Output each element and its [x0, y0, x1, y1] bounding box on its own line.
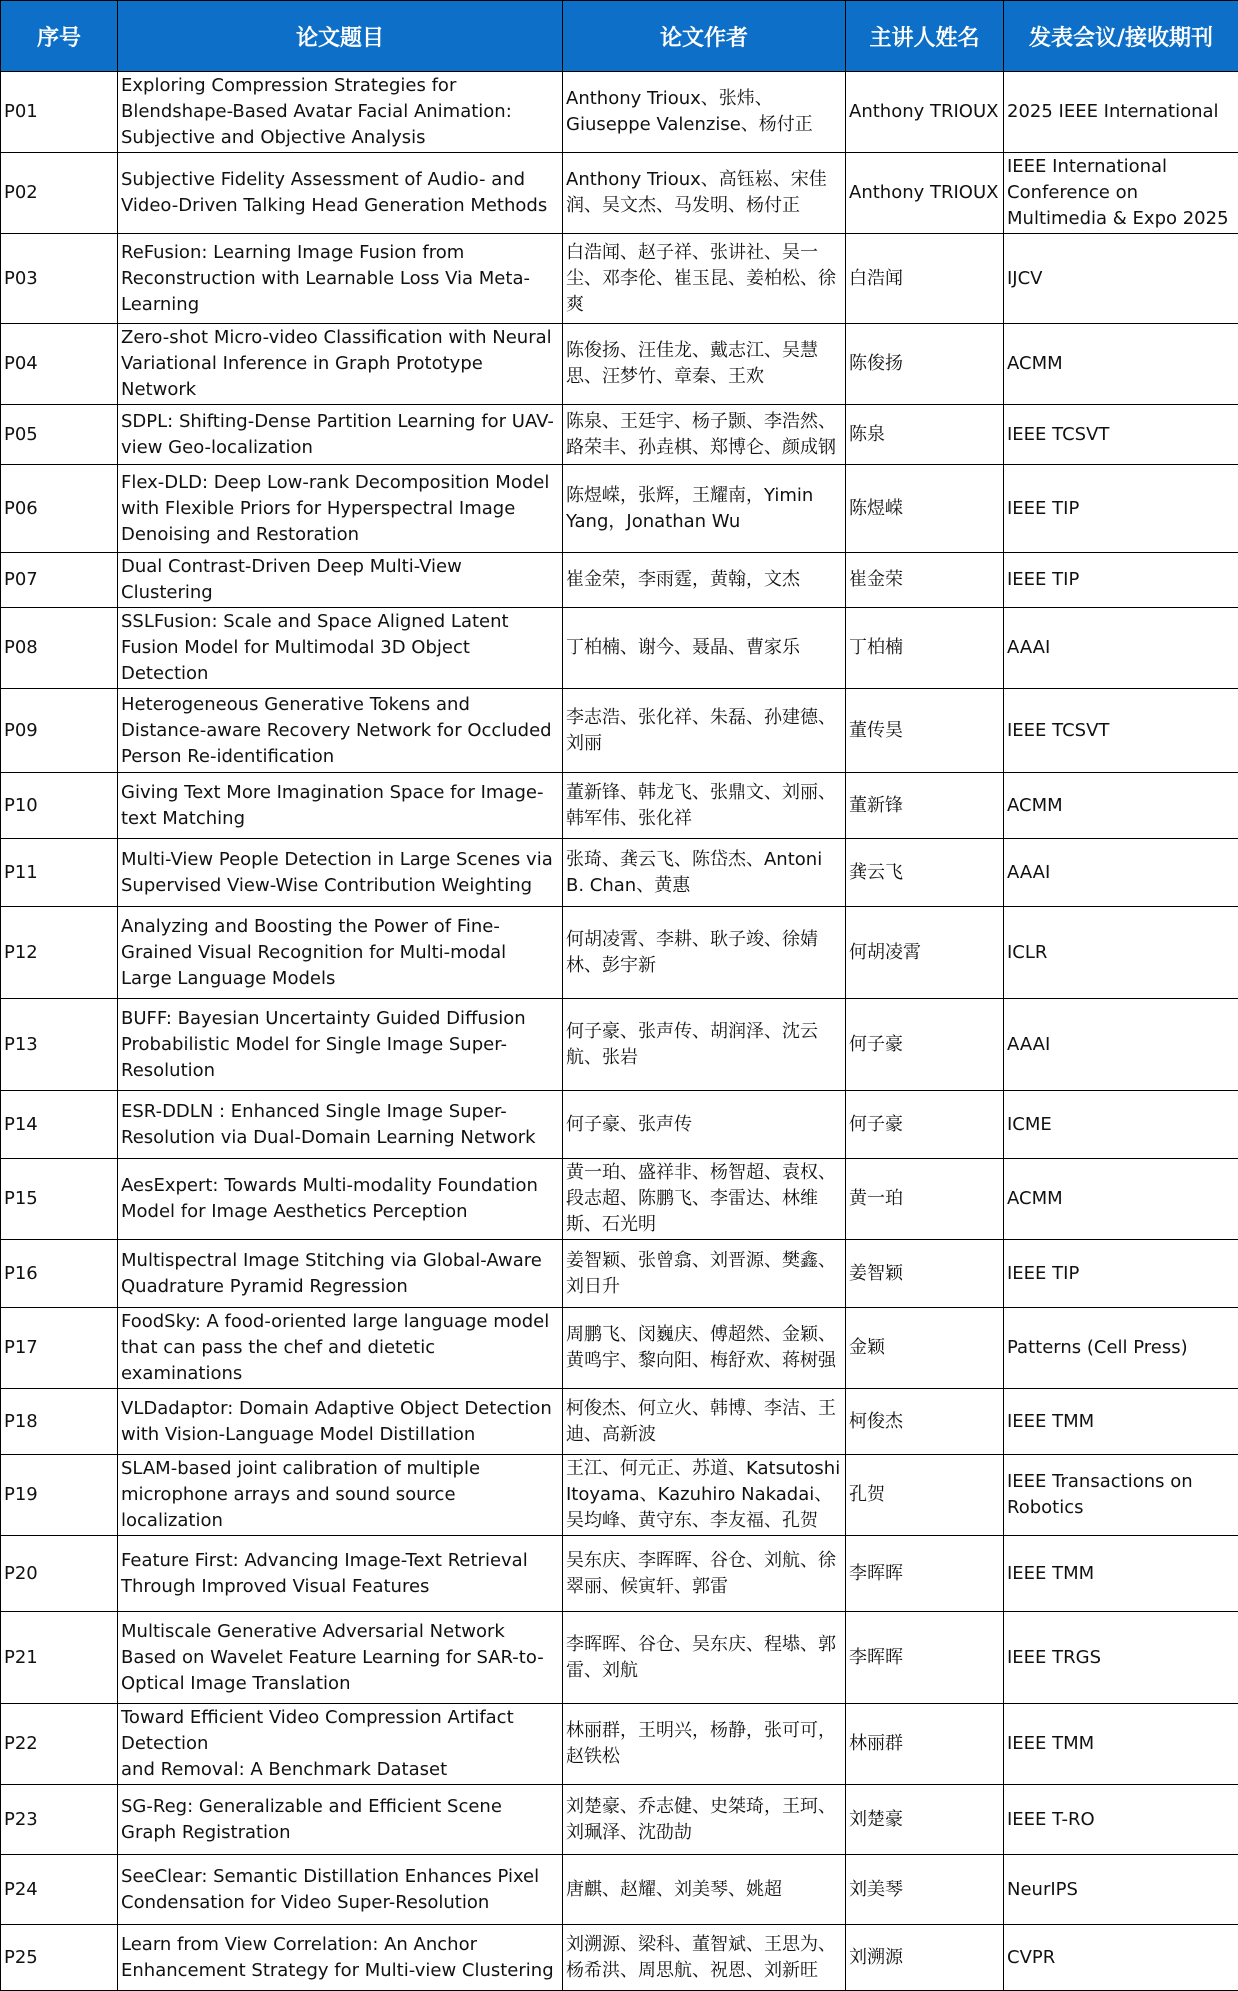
cell-id: P21 [1, 1612, 118, 1704]
table-row [1, 1785, 1238, 1855]
cell-venue: AAAI [1004, 608, 1238, 689]
table-row [1, 1612, 1238, 1704]
cell-title: Subjective Fidelity Assessment of Audio- and Video-Driven Talking Head Generation Methods [118, 153, 563, 234]
table-row [1, 1855, 1238, 1925]
cell-id: P24 [1, 1855, 118, 1925]
cell-authors: 陈煜嵘，张辉，王耀南，Yimin Yang，Jonathan Wu [563, 465, 846, 553]
cell-venue: Patterns (Cell Press) [1004, 1308, 1238, 1389]
cell-authors: 何子豪、张声传、胡润泽、沈云航、张岩 [563, 999, 846, 1091]
cell-venue: IEEE TMM [1004, 1536, 1238, 1612]
cell-authors: 周鹏飞、闵巍庆、傅超然、金颖、黄鸣宇、黎向阳、梅舒欢、蒋树强 [563, 1308, 846, 1389]
cell-authors: 吴东庆、李晖晖、谷仓、刘航、徐翠丽、候寅轩、郭雷 [563, 1536, 846, 1612]
header-venue: 发表会议/接收期刊 [1004, 1, 1238, 72]
cell-title: SeeClear: Semantic Distillation Enhances Pixel Condensation for Video Super-Resolution [118, 1855, 563, 1925]
cell-venue: IEEE T-RO [1004, 1785, 1238, 1855]
cell-venue: ACMM [1004, 324, 1238, 405]
cell-id: P19 [1, 1455, 118, 1536]
cell-authors: 何子豪、张声传 [563, 1091, 846, 1159]
cell-title: Multispectral Image Stitching via Global-Aware Quadrature Pyramid Regression [118, 1240, 563, 1308]
cell-authors: 林丽群，王明兴，杨静，张可可，赵铁松 [563, 1704, 846, 1785]
cell-title: SSLFusion: Scale and Space Aligned Latent Fusion Model for Multimodal 3D Object Detection [118, 608, 563, 689]
cell-speaker: 刘美琴 [846, 1855, 1004, 1925]
cell-title: SG-Reg: Generalizable and Efficient Scene Graph Registration [118, 1785, 563, 1855]
cell-authors: 董新锋、韩龙飞、张鼎文、刘丽、韩军伟、张化祥 [563, 773, 846, 839]
cell-id: P15 [1, 1159, 118, 1240]
cell-title: Giving Text More Imagination Space for Image-text Matching [118, 773, 563, 839]
cell-speaker: 白浩闻 [846, 234, 1004, 324]
cell-speaker: 李晖晖 [846, 1612, 1004, 1704]
cell-venue: IEEE TMM [1004, 1704, 1238, 1785]
cell-speaker: 何子豪 [846, 1091, 1004, 1159]
cell-speaker: 李晖晖 [846, 1536, 1004, 1612]
cell-speaker: 姜智颖 [846, 1240, 1004, 1308]
cell-id: P03 [1, 234, 118, 324]
cell-venue: IEEE TIP [1004, 465, 1238, 553]
table-row [1, 689, 1238, 773]
cell-venue: IEEE TCSVT [1004, 405, 1238, 465]
cell-venue: IEEE TCSVT [1004, 689, 1238, 773]
cell-authors: 刘楚豪、乔志健、史桀琦，王珂、刘珮泽、沈劭劼 [563, 1785, 846, 1855]
cell-id: P25 [1, 1925, 118, 1991]
cell-venue: ICME [1004, 1091, 1238, 1159]
cell-venue: ACMM [1004, 1159, 1238, 1240]
cell-title: Feature First: Advancing Image-Text Retrieval Through Improved Visual Features [118, 1536, 563, 1612]
cell-title: ESR-DDLN : Enhanced Single Image Super-Resolution via Dual-Domain Learning Network [118, 1091, 563, 1159]
cell-speaker: 崔金荣 [846, 553, 1004, 608]
cell-title: SDPL: Shifting-Dense Partition Learning for UAV-view Geo-localization [118, 405, 563, 465]
cell-title: Dual Contrast-Driven Deep Multi-View Clustering [118, 553, 563, 608]
table-row [1, 72, 1238, 153]
cell-title: ReFusion: Learning Image Fusion from Reconstruction with Learnable Loss Via Meta-Learning [118, 234, 563, 324]
table-row [1, 1240, 1238, 1308]
cell-title: Exploring Compression Strategies for Blendshape-Based Avatar Facial Animation: Subjective and Objective Analysis [118, 72, 563, 153]
cell-id: P04 [1, 324, 118, 405]
header-speaker: 主讲人姓名 [846, 1, 1004, 72]
cell-venue: IEEE TIP [1004, 1240, 1238, 1308]
cell-id: P07 [1, 553, 118, 608]
table-row [1, 907, 1238, 999]
cell-title: Multiscale Generative Adversarial Network Based on Wavelet Feature Learning for SAR-to-Optical Image Translation [118, 1612, 563, 1704]
cell-authors: 陈俊扬、汪佳龙、戴志江、吴慧思、汪梦竹、章秦、王欢 [563, 324, 846, 405]
cell-venue: ICLR [1004, 907, 1238, 999]
cell-speaker: 刘楚豪 [846, 1785, 1004, 1855]
cell-speaker: 黄一珀 [846, 1159, 1004, 1240]
cell-title: VLDadaptor: Domain Adaptive Object Detection with Vision-Language Model Distillation [118, 1389, 563, 1455]
table-row [1, 465, 1238, 553]
cell-id: P01 [1, 72, 118, 153]
table-row [1, 153, 1238, 234]
cell-speaker: 何胡凌霄 [846, 907, 1004, 999]
cell-authors: 李晖晖、谷仓、吴东庆、程塨、郭雷、刘航 [563, 1612, 846, 1704]
cell-authors: 白浩闻、赵子祥、张讲社、吴一尘、邓李伦、崔玉昆、姜柏松、徐爽 [563, 234, 846, 324]
cell-id: P23 [1, 1785, 118, 1855]
cell-authors: 丁柏楠、谢今、聂晶、曹家乐 [563, 608, 846, 689]
cell-authors: 崔金荣，李雨霆，黄翰，文杰 [563, 553, 846, 608]
cell-title: BUFF: Bayesian Uncertainty Guided Diffusion Probabilistic Model for Single Image Super-Resolution [118, 999, 563, 1091]
cell-authors: 张琦、龚云飞、陈岱杰、Antoni B. Chan、黄惠 [563, 839, 846, 907]
cell-id: P17 [1, 1308, 118, 1389]
cell-speaker: 董传昊 [846, 689, 1004, 773]
cell-title: SLAM-based joint calibration of multiple microphone arrays and sound source localization [118, 1455, 563, 1536]
cell-venue: ACMM [1004, 773, 1238, 839]
cell-title: Heterogeneous Generative Tokens and Distance-aware Recovery Network for Occluded Person Re-identification [118, 689, 563, 773]
cell-id: P11 [1, 839, 118, 907]
cell-title: Flex-DLD: Deep Low-rank Decomposition Model with Flexible Priors for Hyperspectral Image Denoising and Restoration [118, 465, 563, 553]
cell-venue: IEEE TRGS [1004, 1612, 1238, 1704]
cell-id: P02 [1, 153, 118, 234]
cell-speaker: 柯俊杰 [846, 1389, 1004, 1455]
cell-speaker: 龚云飞 [846, 839, 1004, 907]
table-row [1, 405, 1238, 465]
cell-id: P10 [1, 773, 118, 839]
cell-id: P16 [1, 1240, 118, 1308]
cell-authors: 黄一珀、盛祥非、杨智超、袁权、段志超、陈鹏飞、李雷达、林维斯、石光明 [563, 1159, 846, 1240]
cell-speaker: Anthony TRIOUX [846, 153, 1004, 234]
table-row [1, 1389, 1238, 1455]
table-row [1, 553, 1238, 608]
header-row [1, 1, 1238, 72]
cell-authors: 李志浩、张化祥、朱磊、孙建德、刘丽 [563, 689, 846, 773]
table-row [1, 839, 1238, 907]
header-id: 序号 [1, 1, 118, 72]
cell-speaker: 丁柏楠 [846, 608, 1004, 689]
cell-title: AesExpert: Towards Multi-modality Foundation Model for Image Aesthetics Perception [118, 1159, 563, 1240]
cell-id: P14 [1, 1091, 118, 1159]
cell-speaker: 孔贺 [846, 1455, 1004, 1536]
cell-speaker: 何子豪 [846, 999, 1004, 1091]
table-row [1, 234, 1238, 324]
cell-id: P18 [1, 1389, 118, 1455]
cell-id: P20 [1, 1536, 118, 1612]
cell-title: Analyzing and Boosting the Power of Fine-Grained Visual Recognition for Multi-modal Large Language Models [118, 907, 563, 999]
cell-venue: IEEE TIP [1004, 553, 1238, 608]
cell-title: FoodSky: A food-oriented large language model that can pass the chef and dietetic examinations [118, 1308, 563, 1389]
cell-speaker: Anthony TRIOUX [846, 72, 1004, 153]
cell-speaker: 陈俊扬 [846, 324, 1004, 405]
table-row [1, 608, 1238, 689]
cell-venue: IJCV [1004, 234, 1238, 324]
cell-venue: IEEE TMM [1004, 1389, 1238, 1455]
cell-speaker: 刘溯源 [846, 1925, 1004, 1991]
cell-venue: IEEE Transactions on Robotics [1004, 1455, 1238, 1536]
table-row [1, 999, 1238, 1091]
table-row [1, 1455, 1238, 1536]
cell-id: P13 [1, 999, 118, 1091]
cell-authors: Anthony Trioux、高钰崧、宋佳润、吴文杰、马发明、杨付正 [563, 153, 846, 234]
header-authors: 论文作者 [563, 1, 846, 72]
cell-authors: 姜智颖、张曾翕、刘晋源、樊鑫、刘日升 [563, 1240, 846, 1308]
table-body [1, 72, 1238, 1991]
cell-title: Toward Efficient Video Compression Artifact Detection and Removal: A Benchmark Dataset [118, 1704, 563, 1785]
cell-speaker: 陈泉 [846, 405, 1004, 465]
cell-authors: 王江、何元正、苏道、Katsutoshi Itoyama、Kazuhiro Nakadai、吴均峰、黄守东、李友福、孔贺 [563, 1455, 846, 1536]
cell-venue: 2025 IEEE International [1004, 72, 1238, 153]
table-row [1, 773, 1238, 839]
cell-authors: 刘溯源、梁科、董智斌、王思为、杨希洪、周思航、祝恩、刘新旺 [563, 1925, 846, 1991]
cell-title: Learn from View Correlation: An Anchor Enhancement Strategy for Multi-view Clustering [118, 1925, 563, 1991]
cell-title: Multi-View People Detection in Large Scenes via Supervised View-Wise Contribution Weighting [118, 839, 563, 907]
cell-venue: CVPR [1004, 1925, 1238, 1991]
cell-id: P12 [1, 907, 118, 999]
cell-speaker: 林丽群 [846, 1704, 1004, 1785]
table-row [1, 1308, 1238, 1389]
table-row [1, 1704, 1238, 1785]
table-row [1, 1536, 1238, 1612]
cell-authors: 唐麒、赵耀、刘美琴、姚超 [563, 1855, 846, 1925]
cell-venue: AAAI [1004, 839, 1238, 907]
cell-id: P09 [1, 689, 118, 773]
cell-speaker: 陈煜嵘 [846, 465, 1004, 553]
cell-authors: Anthony Trioux、张炜、Giuseppe Valenzise、杨付正 [563, 72, 846, 153]
cell-speaker: 董新锋 [846, 773, 1004, 839]
cell-venue: AAAI [1004, 999, 1238, 1091]
cell-speaker: 金颖 [846, 1308, 1004, 1389]
cell-id: P05 [1, 405, 118, 465]
cell-authors: 柯俊杰、何立火、韩博、李洁、王迪、高新波 [563, 1389, 846, 1455]
cell-venue: NeurIPS [1004, 1855, 1238, 1925]
cell-authors: 陈泉、王廷宇、杨子颢、李浩然、路荣丰、孙垚棋、郑博仑、颜成钢 [563, 405, 846, 465]
table-row [1, 1091, 1238, 1159]
cell-title: Zero-shot Micro-video Classification with Neural Variational Inference in Graph Prototype Network [118, 324, 563, 405]
table-row [1, 324, 1238, 405]
table-row [1, 1925, 1238, 1991]
cell-id: P22 [1, 1704, 118, 1785]
header-title: 论文题目 [118, 1, 563, 72]
cell-authors: 何胡凌霄、李耕、耿子竣、徐婧林、彭宇新 [563, 907, 846, 999]
cell-venue: IEEE International Conference on Multimedia & Expo 2025 [1004, 153, 1238, 234]
cell-id: P06 [1, 465, 118, 553]
cell-id: P08 [1, 608, 118, 689]
table-row [1, 1159, 1238, 1240]
